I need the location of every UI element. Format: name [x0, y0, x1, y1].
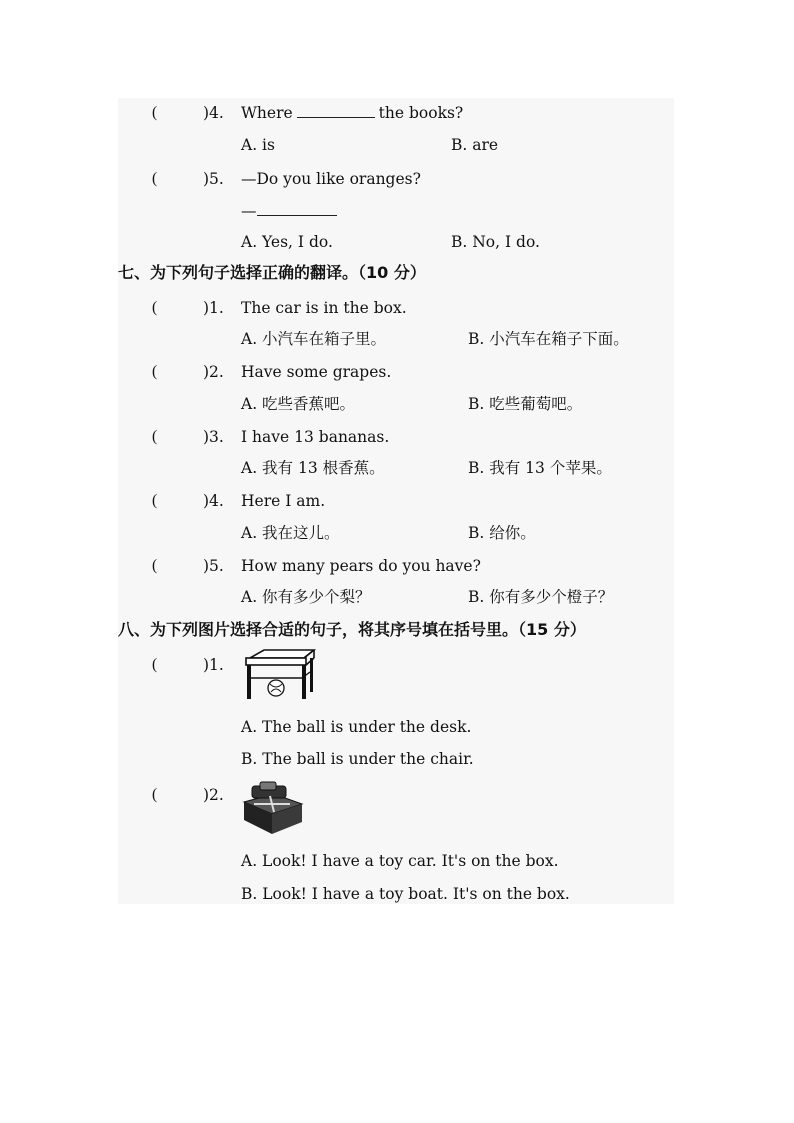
question-text: Have some grapes.: [241, 363, 392, 381]
answer-paren[interactable]: (: [152, 656, 158, 673]
answer-dash: —: [241, 202, 257, 220]
option-b[interactable]: B. 我有 13 个苹果。: [468, 459, 612, 477]
question-text-after: the books?: [378, 104, 464, 122]
question-text: How many pears do you have?: [241, 557, 481, 575]
question-text-before: Where: [241, 104, 293, 122]
question-number: )1.: [203, 299, 224, 317]
worksheet-area: [118, 98, 674, 904]
option-b[interactable]: B. 吃些葡萄吧。: [468, 395, 583, 413]
section-heading: 七、为下列句子选择正确的翻译。（10 分）: [118, 263, 426, 282]
option-a[interactable]: A. Look! I have a toy car. It's on the box.: [241, 852, 559, 870]
question-text: [241, 103, 463, 123]
section-heading: 八、为下列图片选择合适的句子，将其序号填在括号里。（15 分）: [118, 620, 586, 639]
question-text: Here I am.: [241, 492, 326, 510]
question-number: )4.: [203, 492, 224, 510]
option-a[interactable]: A. Yes, I do.: [241, 233, 333, 251]
option-a[interactable]: A. 我有 13 根香蕉。: [241, 459, 385, 477]
answer-paren[interactable]: (: [152, 363, 158, 380]
question-number: )5.: [203, 557, 224, 575]
option-b[interactable]: B. The ball is under the chair.: [241, 750, 474, 768]
answer-paren[interactable]: (: [152, 104, 158, 121]
option-a[interactable]: A. 吃些香蕉吧。: [241, 395, 356, 413]
option-b[interactable]: B. Look! I have a toy boat. It's on the box.: [241, 885, 570, 903]
question-number: )2.: [203, 363, 224, 381]
answer-paren[interactable]: (: [152, 170, 158, 187]
question-text: I have 13 bananas.: [241, 428, 390, 446]
question-number: )4.: [203, 104, 224, 122]
option-b[interactable]: B. 小汽车在箱子下面。: [468, 330, 629, 348]
fill-blank[interactable]: [257, 205, 337, 216]
option-b[interactable]: B. 给你。: [468, 524, 536, 542]
answer-paren[interactable]: (: [152, 786, 158, 803]
answer-paren[interactable]: (: [152, 557, 158, 574]
option-b[interactable]: B. are: [451, 136, 499, 154]
question-number: )2.: [203, 786, 224, 804]
answer-line: [241, 201, 337, 221]
option-a[interactable]: A. The ball is under the desk.: [241, 718, 472, 736]
toy-on-box-icon: [240, 780, 304, 836]
answer-paren[interactable]: (: [152, 492, 158, 509]
fill-blank[interactable]: [297, 105, 375, 118]
option-a[interactable]: A. 我在这儿。: [241, 524, 340, 542]
question-number: )1.: [203, 656, 224, 674]
option-b[interactable]: B. No, I do.: [451, 233, 540, 251]
question-text: The car is in the box.: [241, 299, 407, 317]
answer-paren[interactable]: (: [152, 428, 158, 445]
desk-with-ball-icon: [240, 648, 316, 702]
option-a[interactable]: A. 小汽车在箱子里。: [241, 330, 387, 348]
answer-paren[interactable]: (: [152, 299, 158, 316]
question-text: —Do you like oranges?: [241, 170, 421, 188]
question-number: )5.: [203, 170, 224, 188]
option-a[interactable]: A. 你有多少个梨？: [241, 588, 371, 606]
question-number: )3.: [203, 428, 224, 446]
option-a[interactable]: A. is: [241, 136, 275, 154]
option-b[interactable]: B. 你有多少个橙子？: [468, 588, 614, 606]
